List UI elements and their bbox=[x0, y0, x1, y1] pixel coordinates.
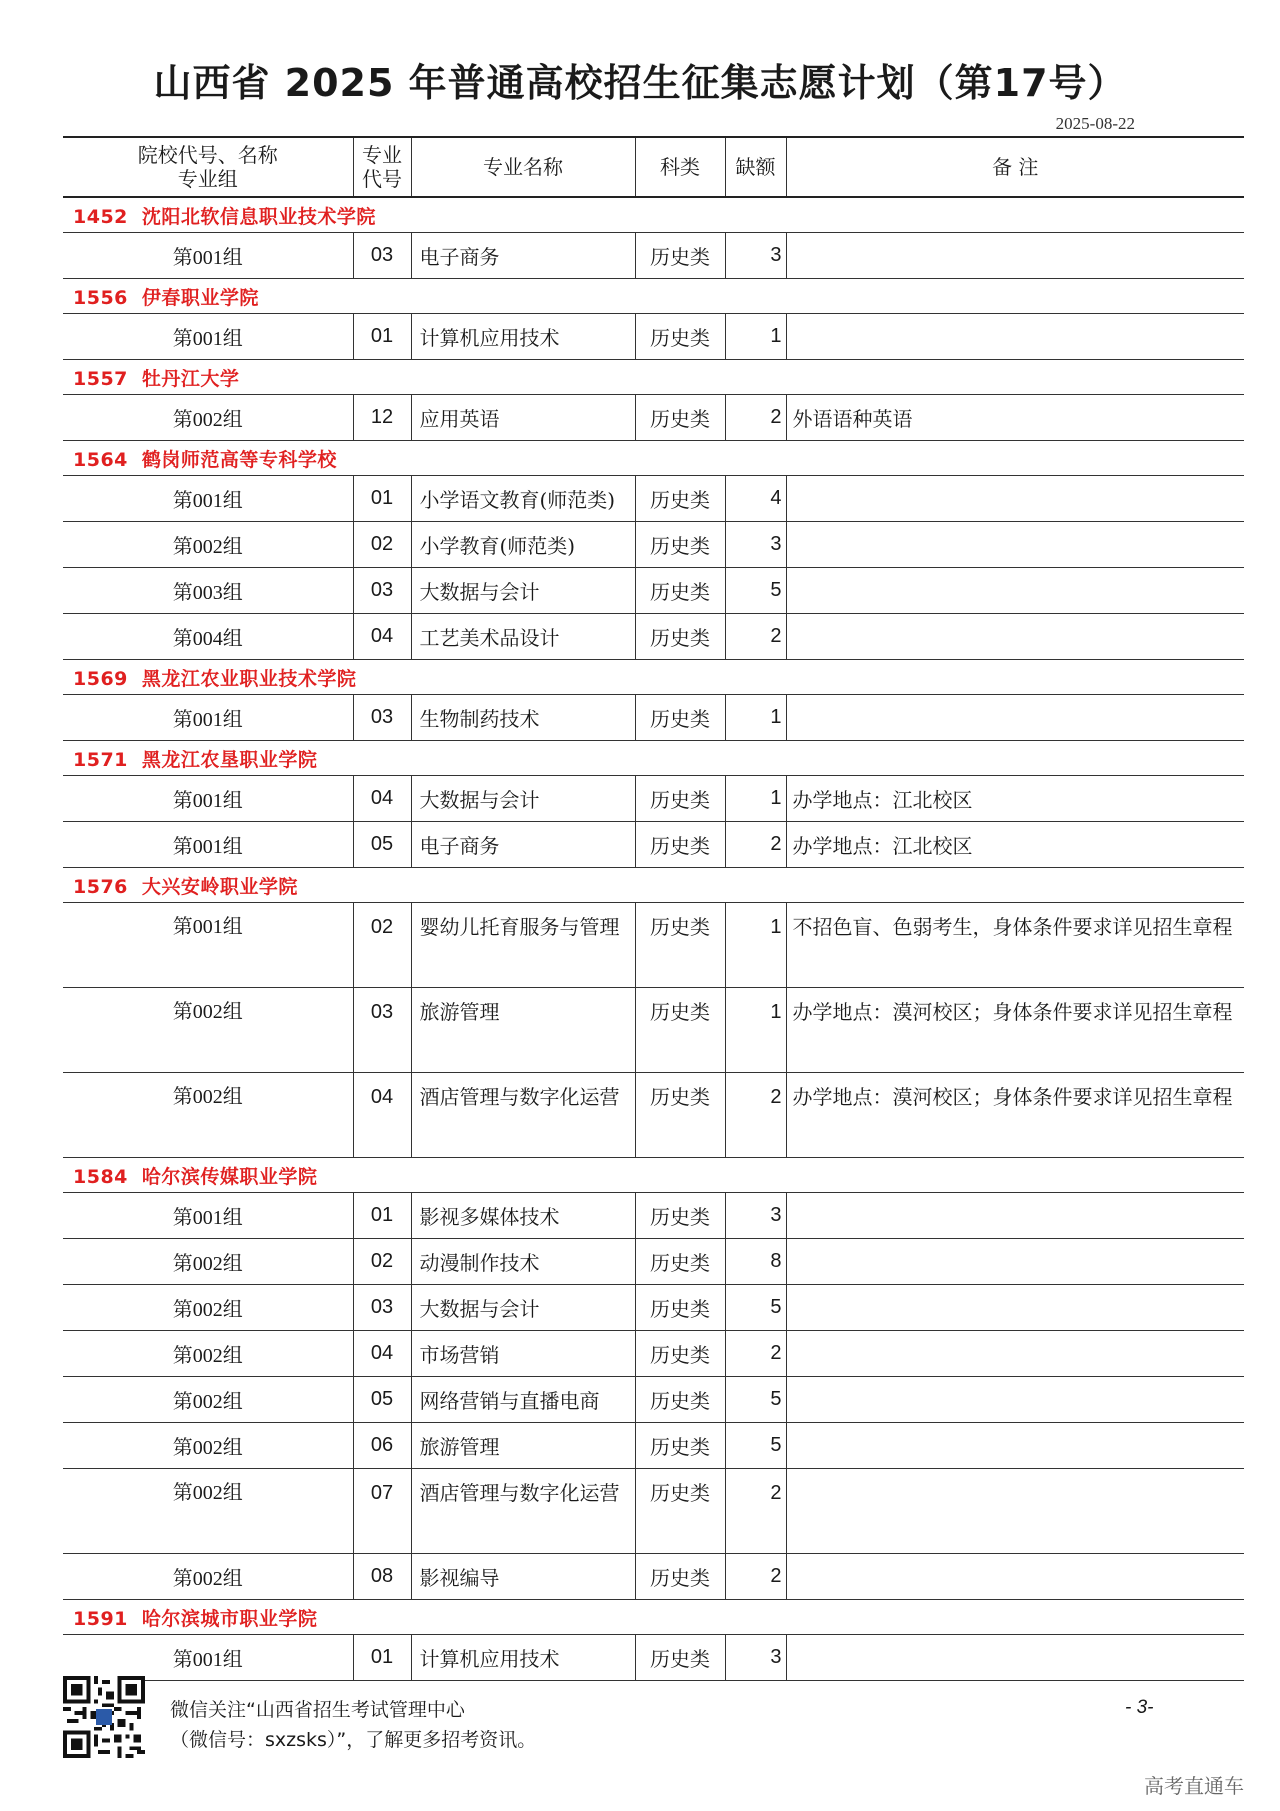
category-cell: 历史类 bbox=[635, 1193, 725, 1239]
institution-name: 大兴安岭职业学院 bbox=[141, 875, 298, 898]
quota-cell: 2 bbox=[725, 1331, 786, 1377]
watermark: 高考直通车 bbox=[1144, 1774, 1244, 1798]
category-cell: 历史类 bbox=[635, 522, 725, 568]
table-row bbox=[63, 233, 1244, 279]
remarks-cell: 办学地点：漠河校区；身体条件要求详见招生章程 bbox=[786, 988, 1244, 1073]
remarks-cell bbox=[786, 233, 1244, 279]
plan-table-body bbox=[63, 197, 1244, 1681]
remarks-cell bbox=[786, 1193, 1244, 1239]
remarks-cell bbox=[786, 1331, 1244, 1377]
institution-row bbox=[63, 741, 1244, 776]
group-cell: 第002组 bbox=[63, 1239, 353, 1285]
institution-cell bbox=[63, 660, 1244, 695]
footer-line2: （微信号：sxzsks）”，了解更多招考资讯。 bbox=[170, 1729, 537, 1751]
major-code-cell: 05 bbox=[353, 1377, 411, 1423]
institution-row bbox=[63, 1158, 1244, 1193]
publish-date: 2025-08-22 bbox=[1055, 114, 1135, 133]
major-code-cell: 12 bbox=[353, 395, 411, 441]
major-name-cell: 电子商务 bbox=[411, 233, 635, 279]
institution-code: 1576 bbox=[73, 875, 128, 898]
institution-cell bbox=[63, 197, 1244, 233]
table-row bbox=[63, 314, 1244, 360]
quota-cell: 5 bbox=[725, 1285, 786, 1331]
major-name-cell: 酒店管理与数字化运营 bbox=[411, 1469, 635, 1554]
group-cell: 第001组 bbox=[63, 476, 353, 522]
header-major-code-line2: 代号 bbox=[362, 167, 402, 191]
remarks-cell: 不招色盲、色弱考生，身体条件要求详见招生章程 bbox=[786, 903, 1244, 988]
group-cell: 第001组 bbox=[63, 1635, 353, 1681]
major-name-cell: 婴幼儿托育服务与管理 bbox=[411, 903, 635, 988]
major-name-cell: 网络营销与直播电商 bbox=[411, 1377, 635, 1423]
institution-code: 1569 bbox=[73, 667, 128, 690]
major-code-cell: 04 bbox=[353, 1073, 411, 1158]
quota-cell: 3 bbox=[725, 1193, 786, 1239]
group-cell: 第001组 bbox=[63, 314, 353, 360]
footer-line1: 微信关注“山西省招生考试管理中心 bbox=[170, 1699, 465, 1721]
category-cell: 历史类 bbox=[635, 476, 725, 522]
table-row bbox=[63, 1331, 1244, 1377]
institution-row bbox=[63, 441, 1244, 476]
major-name-cell: 生物制药技术 bbox=[411, 695, 635, 741]
remarks-cell bbox=[786, 1554, 1244, 1600]
institution-code: 1571 bbox=[73, 748, 128, 771]
category-cell: 历史类 bbox=[635, 988, 725, 1073]
major-name-cell: 计算机应用技术 bbox=[411, 314, 635, 360]
major-name-cell: 工艺美术品设计 bbox=[411, 614, 635, 660]
quota-cell: 2 bbox=[725, 1469, 786, 1554]
category-cell: 历史类 bbox=[635, 695, 725, 741]
major-code-cell: 03 bbox=[353, 695, 411, 741]
quota-cell: 5 bbox=[725, 568, 786, 614]
major-name-cell: 影视多媒体技术 bbox=[411, 1193, 635, 1239]
remarks-cell bbox=[786, 1377, 1244, 1423]
page-number: - 3- bbox=[1125, 1697, 1154, 1718]
table-row bbox=[63, 614, 1244, 660]
group-cell: 第001组 bbox=[63, 776, 353, 822]
major-name-cell: 旅游管理 bbox=[411, 988, 635, 1073]
table-row bbox=[63, 903, 1244, 988]
header-institution-group bbox=[63, 137, 353, 197]
major-name-cell: 小学教育(师范类) bbox=[411, 522, 635, 568]
major-name-cell: 大数据与会计 bbox=[411, 568, 635, 614]
group-cell: 第002组 bbox=[63, 988, 353, 1073]
table-row bbox=[63, 1554, 1244, 1600]
institution-code: 1556 bbox=[73, 286, 128, 309]
table-row bbox=[63, 776, 1244, 822]
remarks-cell: 办学地点：漠河校区；身体条件要求详见招生章程 bbox=[786, 1073, 1244, 1158]
quota-cell: 1 bbox=[725, 695, 786, 741]
table-row bbox=[63, 1073, 1244, 1158]
remarks-cell bbox=[786, 1469, 1244, 1554]
major-name-cell: 旅游管理 bbox=[411, 1423, 635, 1469]
category-cell: 历史类 bbox=[635, 1635, 725, 1681]
quota-cell: 4 bbox=[725, 476, 786, 522]
remarks-cell bbox=[786, 695, 1244, 741]
institution-row bbox=[63, 1600, 1244, 1635]
major-code-cell: 01 bbox=[353, 314, 411, 360]
major-code-cell: 03 bbox=[353, 568, 411, 614]
major-name-cell: 应用英语 bbox=[411, 395, 635, 441]
category-cell: 历史类 bbox=[635, 568, 725, 614]
major-name-cell: 电子商务 bbox=[411, 822, 635, 868]
remarks-cell: 办学地点：江北校区 bbox=[786, 822, 1244, 868]
institution-name: 哈尔滨城市职业学院 bbox=[141, 1607, 318, 1630]
category-cell: 历史类 bbox=[635, 614, 725, 660]
quota-cell: 2 bbox=[725, 1073, 786, 1158]
major-name-cell: 大数据与会计 bbox=[411, 1285, 635, 1331]
remarks-cell bbox=[786, 1239, 1244, 1285]
institution-name: 鹤岗师范高等专科学校 bbox=[141, 448, 337, 471]
major-code-cell: 02 bbox=[353, 903, 411, 988]
major-code-cell: 04 bbox=[353, 614, 411, 660]
category-cell: 历史类 bbox=[635, 395, 725, 441]
table-row bbox=[63, 1377, 1244, 1423]
major-code-cell: 04 bbox=[353, 1331, 411, 1377]
institution-row bbox=[63, 279, 1244, 314]
major-code-cell: 03 bbox=[353, 1285, 411, 1331]
major-name-cell: 影视编导 bbox=[411, 1554, 635, 1600]
remarks-cell bbox=[786, 522, 1244, 568]
major-code-cell: 08 bbox=[353, 1554, 411, 1600]
remarks-cell bbox=[786, 314, 1244, 360]
institution-name: 黑龙江农垦职业学院 bbox=[141, 748, 318, 771]
remarks-cell: 外语语种英语 bbox=[786, 395, 1244, 441]
table-row bbox=[63, 1635, 1244, 1681]
major-name-cell: 计算机应用技术 bbox=[411, 1635, 635, 1681]
major-code-cell: 05 bbox=[353, 822, 411, 868]
page-title: 山西省 2025 年普通高校招生征集志愿计划（第17号） bbox=[153, 61, 1127, 105]
major-name-cell: 动漫制作技术 bbox=[411, 1239, 635, 1285]
table-row bbox=[63, 1239, 1244, 1285]
table-row bbox=[63, 395, 1244, 441]
group-cell: 第001组 bbox=[63, 1193, 353, 1239]
major-code-cell: 01 bbox=[353, 476, 411, 522]
group-cell: 第002组 bbox=[63, 1331, 353, 1377]
table-row bbox=[63, 522, 1244, 568]
institution-row bbox=[63, 197, 1244, 233]
institution-cell bbox=[63, 441, 1244, 476]
group-cell: 第002组 bbox=[63, 522, 353, 568]
institution-row bbox=[63, 660, 1244, 695]
footer-text bbox=[170, 1695, 536, 1755]
remarks-cell bbox=[786, 1285, 1244, 1331]
plan-table bbox=[63, 136, 1244, 1681]
institution-code: 1584 bbox=[73, 1165, 128, 1188]
group-cell: 第002组 bbox=[63, 1285, 353, 1331]
group-cell: 第002组 bbox=[63, 1423, 353, 1469]
quota-cell: 3 bbox=[725, 1635, 786, 1681]
table-row bbox=[63, 1285, 1244, 1331]
remarks-cell bbox=[786, 568, 1244, 614]
category-cell: 历史类 bbox=[635, 1331, 725, 1377]
institution-code: 1564 bbox=[73, 448, 128, 471]
institution-code: 1557 bbox=[73, 367, 128, 390]
header-major-code-line1: 专业 bbox=[362, 143, 402, 167]
header-institution: 院校代号、名称 bbox=[137, 143, 278, 167]
major-code-cell: 01 bbox=[353, 1635, 411, 1681]
category-cell: 历史类 bbox=[635, 1073, 725, 1158]
header-major-code bbox=[353, 137, 411, 197]
quota-cell: 3 bbox=[725, 522, 786, 568]
institution-name: 牡丹江大学 bbox=[141, 367, 240, 390]
qr-code-icon bbox=[63, 1676, 145, 1758]
remarks-cell bbox=[786, 1423, 1244, 1469]
major-code-cell: 03 bbox=[353, 988, 411, 1073]
quota-cell: 2 bbox=[725, 1554, 786, 1600]
institution-name: 伊春职业学院 bbox=[141, 286, 259, 309]
major-name-cell: 酒店管理与数字化运营 bbox=[411, 1073, 635, 1158]
category-cell: 历史类 bbox=[635, 903, 725, 988]
group-cell: 第002组 bbox=[63, 395, 353, 441]
group-cell: 第001组 bbox=[63, 822, 353, 868]
header-group: 专业组 bbox=[177, 167, 238, 191]
institution-code: 1591 bbox=[73, 1607, 128, 1630]
group-cell: 第003组 bbox=[63, 568, 353, 614]
category-cell: 历史类 bbox=[635, 314, 725, 360]
quota-cell: 2 bbox=[725, 395, 786, 441]
institution-name: 哈尔滨传媒职业学院 bbox=[141, 1165, 318, 1188]
institution-code: 1452 bbox=[73, 205, 128, 228]
category-cell: 历史类 bbox=[635, 233, 725, 279]
institution-cell bbox=[63, 1600, 1244, 1635]
category-cell: 历史类 bbox=[635, 822, 725, 868]
table-row bbox=[63, 1423, 1244, 1469]
institution-cell bbox=[63, 868, 1244, 903]
quota-cell: 1 bbox=[725, 903, 786, 988]
header-quota: 缺额 bbox=[725, 137, 786, 197]
quota-cell: 1 bbox=[725, 314, 786, 360]
remarks-cell bbox=[786, 1635, 1244, 1681]
quota-cell: 5 bbox=[725, 1377, 786, 1423]
major-code-cell: 02 bbox=[353, 1239, 411, 1285]
group-cell: 第004组 bbox=[63, 614, 353, 660]
category-cell: 历史类 bbox=[635, 776, 725, 822]
category-cell: 历史类 bbox=[635, 1377, 725, 1423]
major-code-cell: 01 bbox=[353, 1193, 411, 1239]
group-cell: 第002组 bbox=[63, 1073, 353, 1158]
quota-cell: 2 bbox=[725, 614, 786, 660]
group-cell: 第001组 bbox=[63, 233, 353, 279]
table-row bbox=[63, 476, 1244, 522]
category-cell: 历史类 bbox=[635, 1469, 725, 1554]
major-name-cell: 市场营销 bbox=[411, 1331, 635, 1377]
remarks-cell bbox=[786, 476, 1244, 522]
group-cell: 第001组 bbox=[63, 903, 353, 988]
category-cell: 历史类 bbox=[635, 1423, 725, 1469]
category-cell: 历史类 bbox=[635, 1285, 725, 1331]
category-cell: 历史类 bbox=[635, 1239, 725, 1285]
remarks-cell: 办学地点：江北校区 bbox=[786, 776, 1244, 822]
table-row bbox=[63, 822, 1244, 868]
table-header-row bbox=[63, 137, 1244, 197]
table-row bbox=[63, 988, 1244, 1073]
quota-cell: 8 bbox=[725, 1239, 786, 1285]
group-cell: 第002组 bbox=[63, 1469, 353, 1554]
major-name-cell: 小学语文教育(师范类) bbox=[411, 476, 635, 522]
quota-cell: 2 bbox=[725, 822, 786, 868]
group-cell: 第002组 bbox=[63, 1377, 353, 1423]
major-name-cell: 大数据与会计 bbox=[411, 776, 635, 822]
quota-cell: 5 bbox=[725, 1423, 786, 1469]
institution-row bbox=[63, 360, 1244, 395]
group-cell: 第001组 bbox=[63, 695, 353, 741]
institution-cell bbox=[63, 1158, 1244, 1193]
institution-cell bbox=[63, 360, 1244, 395]
table-row bbox=[63, 1469, 1244, 1554]
category-cell: 历史类 bbox=[635, 1554, 725, 1600]
major-code-cell: 03 bbox=[353, 233, 411, 279]
institution-name: 黑龙江农业职业技术学院 bbox=[141, 667, 357, 690]
quota-cell: 3 bbox=[725, 233, 786, 279]
major-code-cell: 06 bbox=[353, 1423, 411, 1469]
table-row bbox=[63, 695, 1244, 741]
table-row bbox=[63, 568, 1244, 614]
institution-cell bbox=[63, 279, 1244, 314]
major-code-cell: 07 bbox=[353, 1469, 411, 1554]
quota-cell: 1 bbox=[725, 988, 786, 1073]
institution-name: 沈阳北软信息职业技术学院 bbox=[141, 205, 376, 228]
major-code-cell: 04 bbox=[353, 776, 411, 822]
institution-cell bbox=[63, 741, 1244, 776]
group-cell: 第002组 bbox=[63, 1554, 353, 1600]
quota-cell: 1 bbox=[725, 776, 786, 822]
table-row bbox=[63, 1193, 1244, 1239]
major-code-cell: 02 bbox=[353, 522, 411, 568]
remarks-cell bbox=[786, 614, 1244, 660]
header-remarks: 备 注 bbox=[786, 137, 1244, 197]
institution-row bbox=[63, 868, 1244, 903]
header-category: 科类 bbox=[635, 137, 725, 197]
header-major-name: 专业名称 bbox=[411, 137, 635, 197]
